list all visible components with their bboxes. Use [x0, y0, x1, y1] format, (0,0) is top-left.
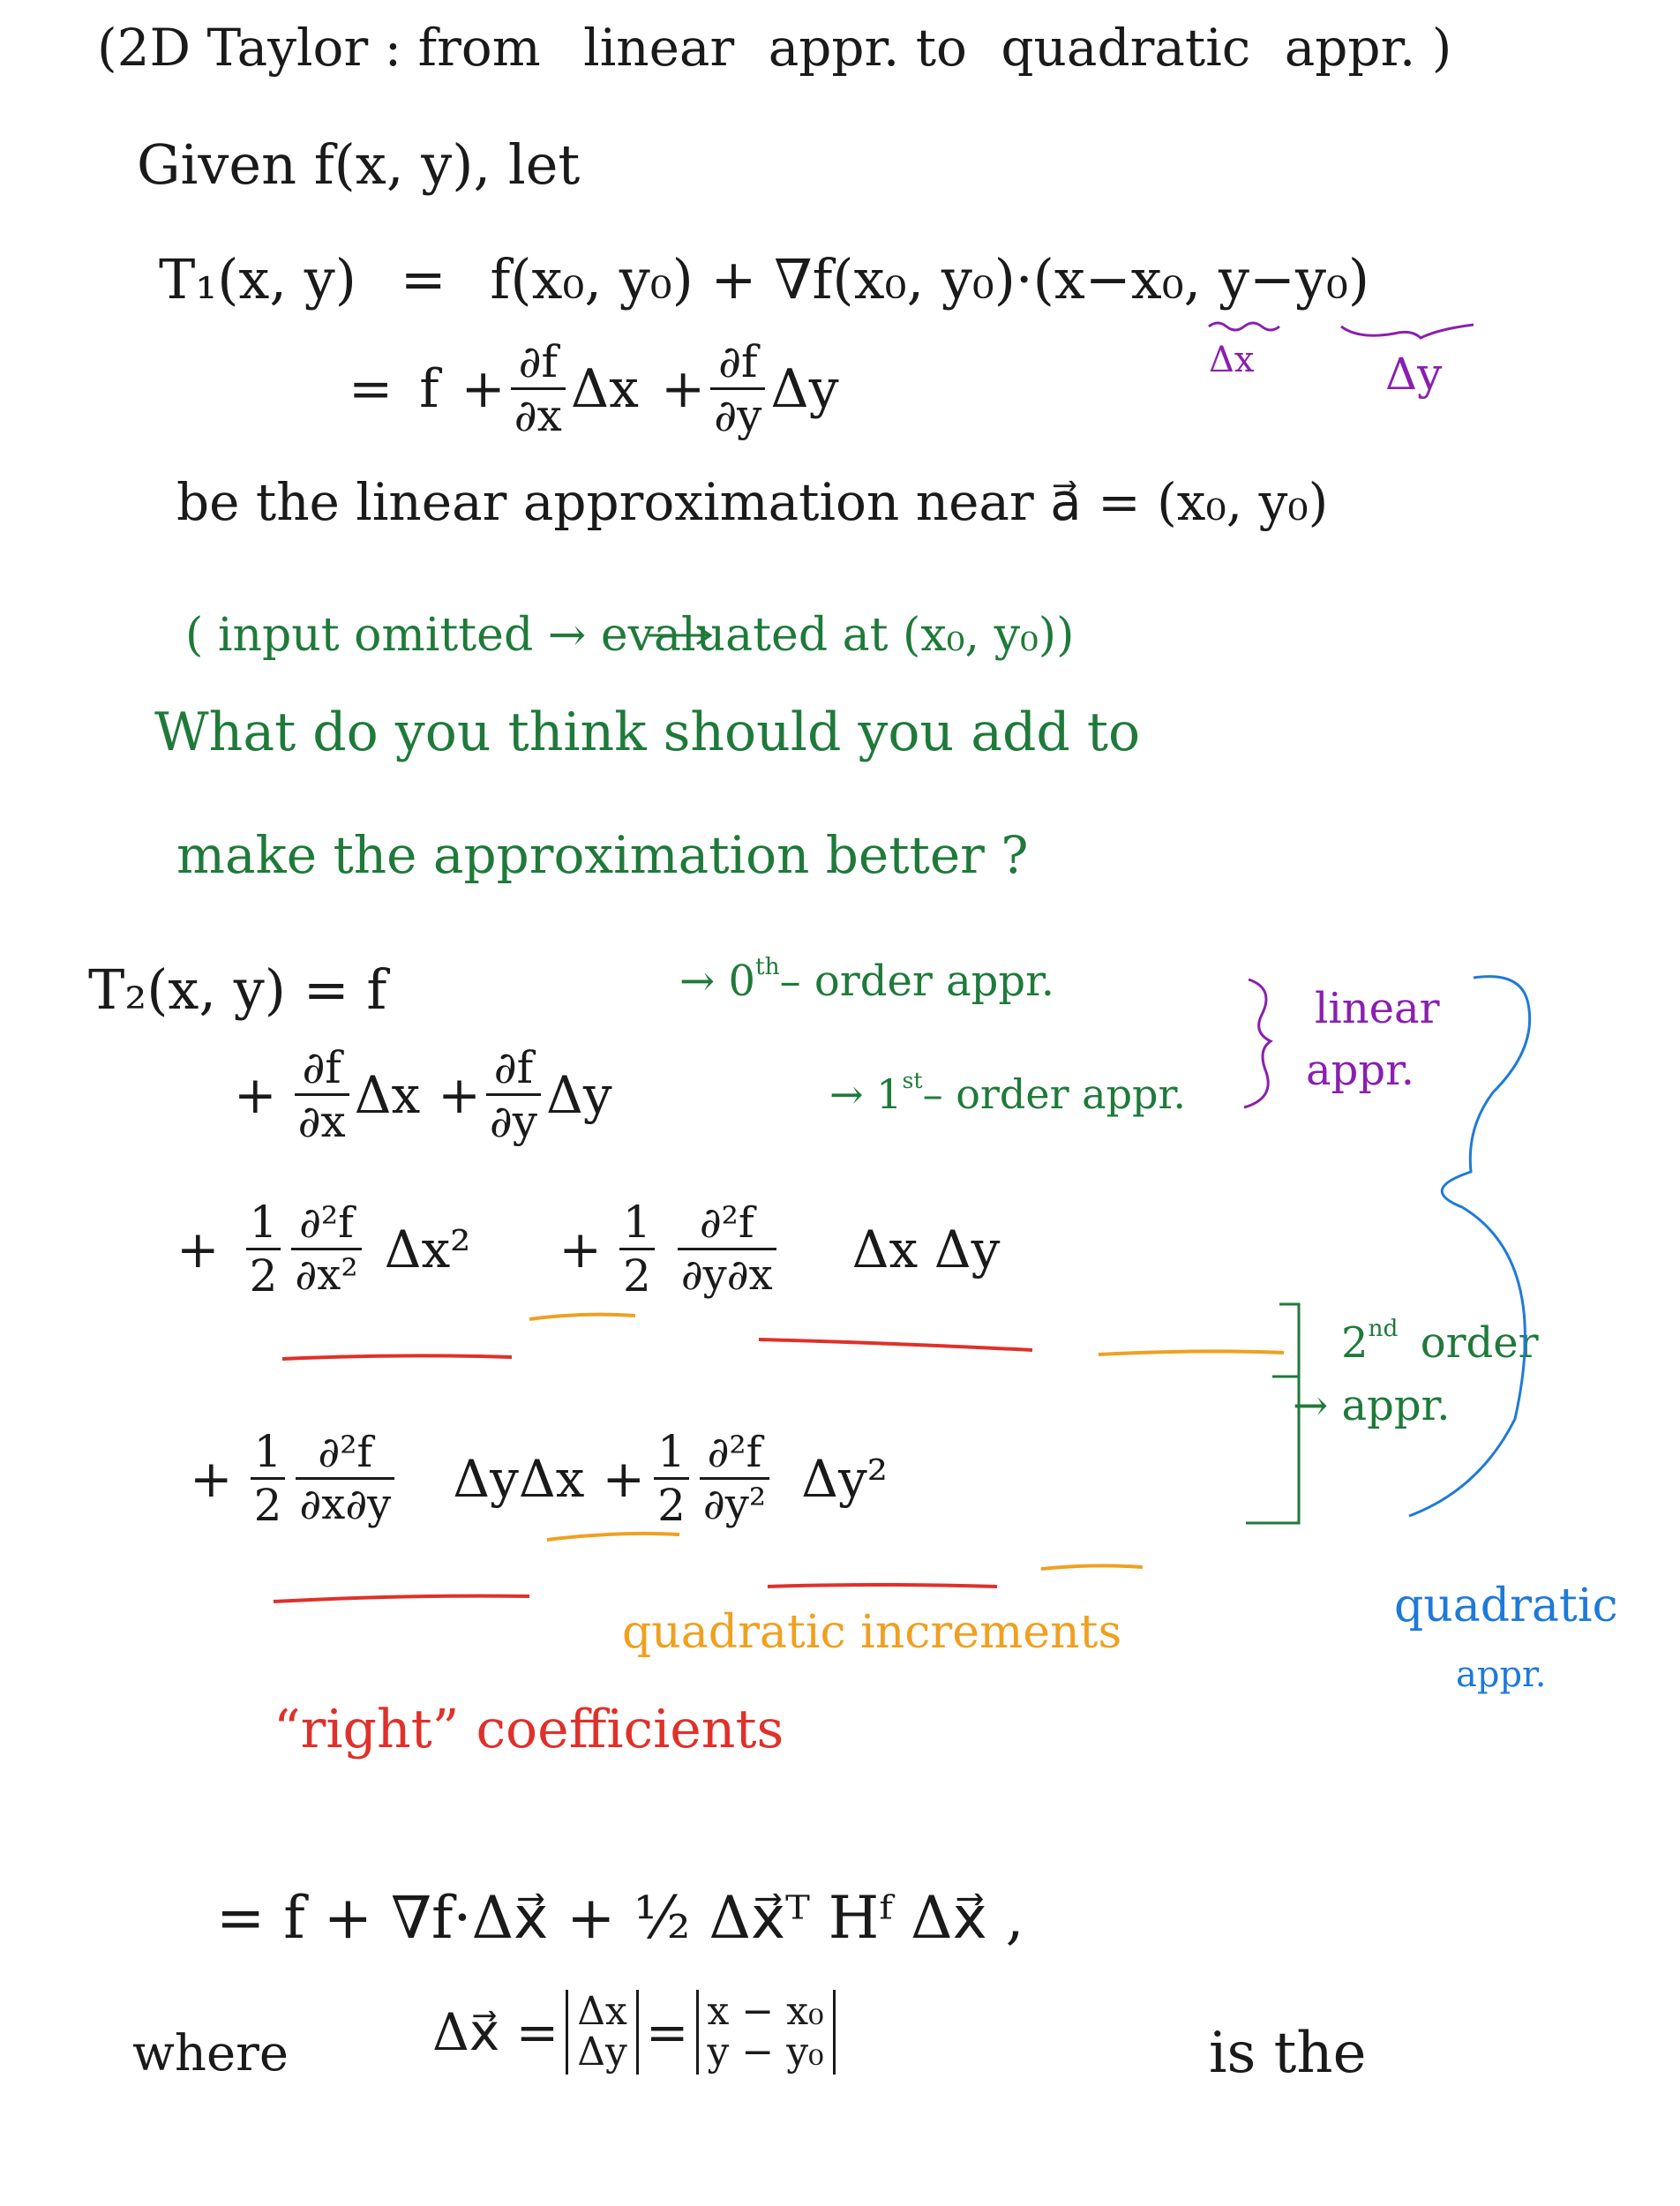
first-rest: – order appr.	[922, 1069, 1187, 1118]
orange-underline-1	[529, 1315, 635, 1319]
second-order-appr: → appr.	[1293, 1381, 1451, 1430]
vector-top: x − x₀	[707, 1989, 824, 2034]
t1-line2-eq: =	[349, 357, 394, 420]
be-line: be the linear approximation near a⃗ = (x₀, y₀)	[176, 472, 1329, 532]
frac-den: ∂x	[297, 1096, 346, 1147]
dx-wave	[1209, 323, 1279, 330]
t2-dy: Δy	[546, 1064, 612, 1125]
red-underline-1	[282, 1355, 512, 1359]
frac-den: 2	[657, 1480, 686, 1531]
right-coefficients-label: “right” coefficients	[274, 1699, 784, 1760]
where-lhs: Δx⃗ =	[432, 2002, 559, 2063]
frac-num: 1	[657, 1426, 686, 1477]
red-underline-2	[759, 1339, 1032, 1350]
row4-dydx: ΔyΔx	[453, 1448, 585, 1509]
row3-plus: +	[176, 1219, 220, 1279]
linear-appr-label: appr.	[1306, 1046, 1414, 1095]
vector-bottom: Δy	[577, 2030, 627, 2075]
zeroth-arrow: → 0	[679, 956, 756, 1006]
frac-den: ∂x∂y	[299, 1480, 392, 1529]
t2-first-plus2: +	[438, 1064, 481, 1125]
second-sup: nd	[1368, 1315, 1399, 1342]
matrix-form: = f + ∇f·Δx⃗ + ½ Δx⃗ᵀ Hᶠ Δx⃗ ,	[216, 1884, 1024, 1952]
frac-den: 2	[253, 1480, 282, 1531]
frac-num: 1	[623, 1197, 651, 1248]
zeroth-rest: – order appr.	[779, 956, 1055, 1006]
row3-dx2: Δx²	[384, 1219, 471, 1279]
t2-lhs: T₂(x, y) = f	[88, 957, 387, 1022]
orange-underline-4	[1041, 1565, 1143, 1569]
frac-num: ∂f	[718, 336, 758, 387]
t1-line2-plus2: +	[661, 357, 706, 420]
title-appr: appr. to	[768, 18, 967, 78]
where-eq: =	[645, 2002, 689, 2063]
quadratic-brace	[1409, 977, 1530, 1516]
green-note: ( input omitted → evaluated at (x₀, y₀))	[185, 609, 1075, 662]
t1-eq: =	[400, 247, 446, 311]
frac-num: ∂²f	[707, 1428, 762, 1477]
question-line-1: What do you think should you add to	[154, 702, 1141, 763]
title-linear: linear	[583, 18, 735, 78]
frac-num: ∂²f	[699, 1198, 754, 1248]
where-tail: is the	[1209, 2021, 1367, 2086]
zeroth-sup: th	[755, 953, 780, 980]
frac-num: 1	[249, 1197, 278, 1248]
green-arrow	[649, 627, 710, 644]
title-open: (2D Taylor : from	[97, 18, 541, 78]
where-label: where	[132, 2025, 289, 2082]
orange-underline-3	[547, 1534, 679, 1540]
frac-den: ∂y	[489, 1096, 537, 1147]
frac-den: 2	[623, 1250, 651, 1302]
t1-line2-plus1: +	[461, 357, 506, 420]
frac-num: ∂f	[493, 1042, 534, 1093]
frac-den: 2	[249, 1250, 278, 1302]
row4-plus2: +	[602, 1448, 646, 1509]
second-rest: order	[1420, 1317, 1539, 1368]
frac-num: ∂f	[302, 1042, 341, 1093]
t1-line2-f: f	[419, 357, 439, 420]
quadratic-appr-sub: appr.	[1456, 1654, 1547, 1695]
first-sup: st	[902, 1068, 923, 1093]
row4-dy2: Δy²	[801, 1448, 889, 1509]
first-arrow: → 1	[829, 1069, 903, 1118]
given-line: Given f(x, y), let	[137, 132, 581, 197]
red-underline-3	[274, 1596, 529, 1602]
t1-dy-note: Δy	[1385, 349, 1443, 400]
frac-num: ∂²f	[318, 1428, 373, 1477]
frac-den: ∂y∂x	[680, 1250, 773, 1300]
title-quadratic: quadratic	[1001, 18, 1251, 78]
title-appr2: appr. )	[1284, 18, 1452, 78]
frac-num: 1	[253, 1426, 282, 1477]
t1-dx-note: Δx	[1209, 340, 1255, 380]
t1-rhs: f(x₀, y₀) + ∇f(x₀, y₀)·(x−x₀, y−y₀)	[490, 247, 1370, 311]
vector-top: Δx	[577, 1989, 627, 2034]
frac-num: ∂f	[518, 336, 558, 387]
t2-first-plus: +	[234, 1064, 277, 1125]
quadratic-appr-label: quadratic	[1394, 1579, 1618, 1632]
row4-plus: +	[190, 1448, 233, 1509]
red-underline-4	[768, 1585, 997, 1587]
row3-dxdy: Δx Δy	[851, 1219, 1001, 1279]
t2-dx: Δx	[354, 1064, 421, 1125]
orange-underline-2	[1099, 1351, 1284, 1354]
vector-bottom: y − y₀	[707, 2030, 824, 2075]
frac-den: ∂x	[514, 390, 562, 441]
frac-num: ∂²f	[299, 1198, 354, 1248]
linear-label: linear	[1315, 984, 1440, 1033]
dy-wave	[1341, 325, 1474, 338]
frac-den: ∂x²	[295, 1250, 358, 1300]
row3-plus2: +	[559, 1219, 603, 1279]
second-num: 2	[1341, 1317, 1369, 1368]
frac-den: ∂y	[714, 390, 762, 441]
frac-den: ∂y²	[702, 1480, 767, 1529]
t1-lhs: T₁(x, y)	[159, 247, 356, 311]
t1-line2-dx: Δx	[570, 357, 640, 420]
t1-line2-dy: Δy	[770, 357, 839, 420]
quadratic-increments-label: quadratic increments	[622, 1606, 1122, 1659]
question-line-2: make the approximation better ?	[176, 825, 1029, 885]
linear-brace	[1244, 979, 1271, 1107]
second-order-bracket	[1246, 1304, 1299, 1523]
